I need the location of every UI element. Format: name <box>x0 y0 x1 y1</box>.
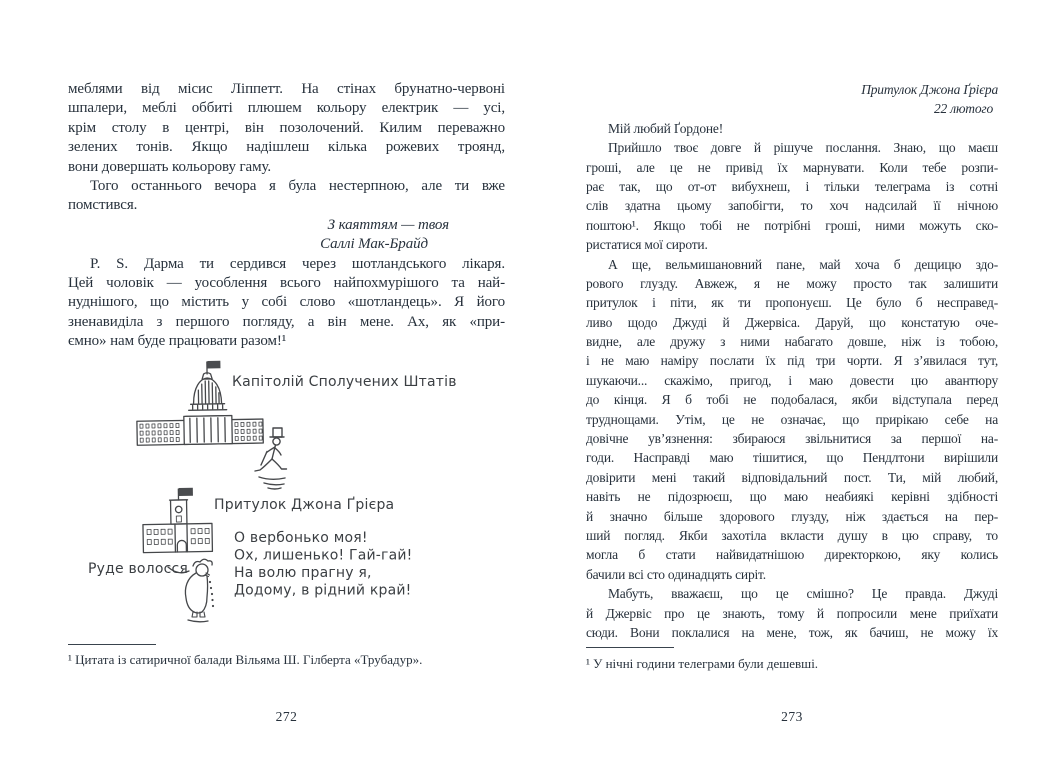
text-line: меблями від місис Ліппетт. На стінах брунатно-червоні <box>68 81 505 97</box>
text-line: нуднішого, що містить у собі слово «шотландець». Я його <box>68 294 505 311</box>
text-line: могла б стати найвидатнішою директоркою, яку колись <box>586 547 998 563</box>
text-line: вони довершать кольорову гаму. <box>68 158 272 175</box>
tears-dots <box>209 581 214 607</box>
text-line: рає так, що от-от вибухнеш, і тільки телеграма із сотні <box>586 178 998 194</box>
text-line: Притулок Джона Ґрієра <box>861 82 998 97</box>
footnote-rule <box>586 647 674 648</box>
text-line: ливо щодо Джуді й Джервіса. Даруй, що констатую оче- <box>586 314 998 330</box>
letter-header <box>586 80 998 119</box>
text-line: ємно» нам буде працювати разом!¹ <box>68 333 287 350</box>
text-line: А ще, вельмишановний пане, май хоча б дещицю здо- <box>608 256 998 272</box>
text-line: й Джервіс про це знають, тому й попросили мене приїхати <box>586 605 998 621</box>
text-line: ристатися мої сироти. <box>586 237 708 253</box>
text-line: шпалери, меблі оббиті плюшем кольору електрик — усі, <box>68 100 505 117</box>
text-line: і не маю наміру послати їх під три чорти. Я з’явилася тут, <box>586 353 998 369</box>
text-line: 22 лютого <box>934 101 993 117</box>
orphanage-label: Притулок Джона Ґрієра <box>214 497 395 514</box>
footnote-rule <box>68 644 156 645</box>
text-line: видне, але дружу з ними набагато довше, ніж із тобою, <box>586 334 998 350</box>
text-line: Саллі Мак-Брайд <box>320 236 428 253</box>
text-line: зелених тонів. Якщо надішлеш кілька рожевих троянд, <box>68 139 505 156</box>
capitol-label: Капітолій Сполучених Штатів <box>232 374 457 391</box>
text-line: гроші, але це не привід їх марнувати. Коли тебе розпи- <box>586 159 998 175</box>
paragraph <box>68 177 505 216</box>
text-line: крім столу в центрі, він позолочений. Килим переважно <box>68 119 505 136</box>
footnote: ¹ У нічні години телеграми були дешевші. <box>586 656 819 671</box>
postscript-paragraph <box>68 255 505 352</box>
text-line: годи. Насправді маю тішитися, що Пендлтони вирішили <box>586 450 998 466</box>
text-line: Цей чоловік — уособлення всього найпохмурішого та най- <box>68 274 505 291</box>
tower-clock <box>175 507 182 514</box>
text-line: рового глузду. Авжеж, я не можу просто так залишити <box>586 275 998 291</box>
text-line: сюди. Вони поклалися на мене, тож, як бачиш, не можу їх <box>586 624 998 640</box>
text-line: Того останнього вечора я була нестерпною, але ти вже <box>90 177 505 194</box>
text-line: Прийшло твоє довге й рішуче послання. Знаю, що маєш <box>608 140 998 156</box>
text-line: З каяттям — твоя <box>327 216 449 233</box>
page-number: 273 <box>781 709 803 724</box>
text-line: поштою¹. Якщо тобі не потрібні гроші, ними можуть ско- <box>586 217 998 233</box>
text-line: Мій любий Ґордоне! <box>608 120 723 136</box>
text-line: слів здатна цьому запобігти, то хоч надсилай її нічною <box>586 198 998 214</box>
cane <box>261 452 267 466</box>
text-line: довічне ув’язнення: збираюся звільнитися за першої на- <box>586 431 998 447</box>
poem-line: Додому, в рідний край! <box>234 582 412 599</box>
paragraph-continuing <box>586 584 998 642</box>
letter-signoff <box>68 216 505 255</box>
paragraph <box>586 255 998 585</box>
paragraph <box>586 138 998 254</box>
text-line: бачили всі сто одинадцять сиріт. <box>586 566 766 582</box>
footnote: ¹ Цитата із сатиричної балади Вільяма Ш. Гілберта «Трубадур». <box>68 652 423 667</box>
text-line: труднощами. Утім, це не означає, що прирікаю себе на <box>586 411 998 427</box>
poem-line: О вербонько моя! <box>234 530 368 547</box>
text-line: зненавиділа з першого погляду, а він мене. Ах, як «при- <box>68 313 505 330</box>
text-line: P. S. Дарма ти сердився через шотландського лікаря. <box>90 255 505 272</box>
poem-line: На волю прагну я, <box>234 565 372 582</box>
red-hair-label: Руде волосся <box>88 561 189 578</box>
hand-drawn-illustration <box>68 357 505 629</box>
capitol-flag-icon <box>207 361 220 369</box>
capitol-building-drawing <box>136 361 263 446</box>
hair-scribble <box>193 560 212 567</box>
orphanage-flag-icon <box>179 488 193 496</box>
page-right <box>586 80 998 740</box>
text-line: довірити мені такий відповідальний пост. Ти, мій любий, <box>586 469 998 485</box>
text-line: шукаючи... скажімо, пригод, і маю довести цю авантюру <box>586 372 998 388</box>
poem-line: Ох, лишенько! Гай-гай! <box>234 547 413 564</box>
text-line: помстився. <box>68 197 138 214</box>
walking-man-drawing <box>255 428 287 489</box>
text-line: ший погляд. Якби захотіла вкласти душу в цю справу, то <box>586 527 998 543</box>
door-arch <box>177 541 186 553</box>
text-line: притулок і піти, як ти пропонуєш. Це було б несправед- <box>586 295 998 311</box>
crying-child-drawing <box>185 560 214 623</box>
page-number: 272 <box>275 709 298 724</box>
salutation <box>586 119 998 138</box>
text-line: Мабуть, вважаєш, що це смішно? Це правда. Джуді <box>608 586 998 602</box>
orphanage-building-drawing <box>142 488 212 553</box>
page-left <box>68 80 505 740</box>
paragraph-continued <box>68 80 505 177</box>
text-line: навіть не підозрюєш, що маю неабиякі керівні здібності <box>586 489 998 505</box>
text-line: до кінця. Я б тобі не подобалася, якби відступала перед <box>586 392 998 408</box>
text-line: й значно більше здорового глузду, ніж здається на пер- <box>586 508 998 524</box>
